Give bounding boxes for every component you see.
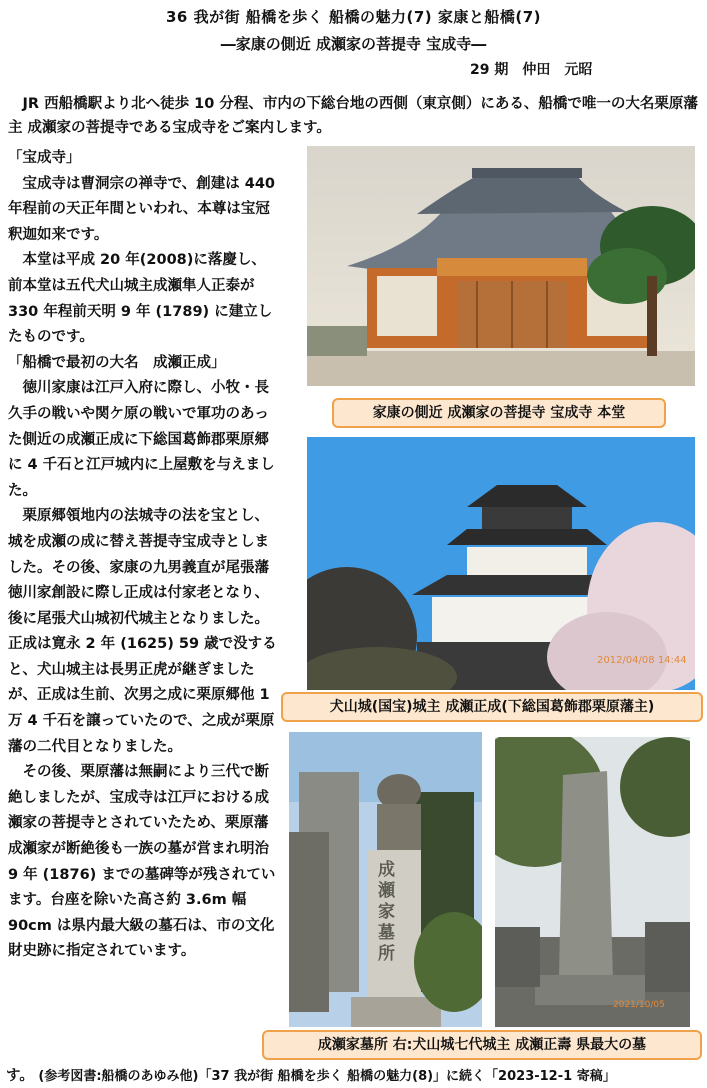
body-paragraph: 宝成寺は曹洞宗の禅寺で、創建は 440 年程前の天正年間といわれ、本尊は宝冠釈迦如来です。 — [8, 175, 276, 243]
body-last-chars: す。 — [6, 1068, 34, 1084]
body-paragraph: 栗原郷領地内の法城寺の法を宝とし、城を成瀬の成に替え菩提寺宝成寺としました。その後、家康の九男義直が尾張藩徳川家創設に際し正成は付家老となり、後に尾張犬山城初代城主となりました。正成は寛永 2 年 (1625) 59 歳で没すると、犬山城主は長男正虎が継ぎましたが、正成は生前、次男之成に栗原郷他 1 万 4 千石を譲っていたので、之成が栗原藩の二代目となりました。 — [8, 508, 277, 755]
castle-photo — [307, 437, 695, 690]
section-heading-naruse: 「船橋で最初の大名 成瀬正成」 — [8, 354, 226, 371]
grave-photo-timestamp: 2021/10/05 — [613, 1000, 665, 1010]
footer-reference: (参考図書:船橋のあゆみ他)「37 我が街 船橋を歩く 船橋の魅力(8)」に続く「2023-12-1 寄稿」 — [38, 1069, 616, 1084]
caption-graves: 成瀬家墓所 右:犬山城七代城主 成瀬正壽 県最大の墓 — [262, 1030, 702, 1060]
body-paragraph: 徳川家康は江戸入府に際し、小牧・長久手の戦いや関ケ原の戦いで軍功のあった側近の成瀬正成に下総国葛飾郡栗原郷に 4 千石と江戸城内に上屋敷を与えました。 — [8, 380, 275, 499]
temple-photo — [307, 146, 695, 386]
castle-photo-timestamp: 2012/04/08 14:44 — [597, 655, 687, 666]
footer-note — [6, 1064, 706, 1085]
article-subtitle: ―家康の側近 成瀬家の菩提寺 宝成寺― — [220, 35, 487, 53]
tomb-inscription: 成瀬家墓所 — [374, 860, 394, 965]
section-heading-hoseiji: 「宝成寺」 — [8, 150, 81, 166]
body-paragraph: その後、栗原藩は無嗣により三代で断絶しましたが、宝成寺は江戸における成瀬家の菩提寺とされていたため、栗原藩成瀬家が断絶後も一族の墓が営まれ明治 9 年 (1876) までの墓碑等が残されています。台座を除いた高さ約 3.6m 幅 90cm は県内最大級の墓石は、市の文化財史跡に指定されています。 — [8, 764, 276, 960]
caption-castle: 犬山城(国宝)城主 成瀬正成(下総国葛飾郡栗原藩主) — [281, 692, 703, 722]
body-column — [8, 146, 278, 965]
caption-temple: 家康の側近 成瀬家の菩提寺 宝成寺 本堂 — [332, 398, 666, 428]
author-line: 29 期 仲田 元昭 — [470, 62, 593, 78]
article-title: 36 我が街 船橋を歩く 船橋の魅力(7) 家康と船橋(7) — [165, 8, 542, 26]
tomb-photo — [289, 732, 482, 1027]
body-paragraph: 本堂は平成 20 年(2008)に落慶し、前本堂は五代犬山城主成瀬隼人正泰が 330 年程前天明 9 年 (1789) に建立したものです。 — [8, 252, 273, 346]
gravestone-photo — [495, 737, 690, 1027]
intro-paragraph: JR 西船橋駅より北へ徒歩 10 分程、市内の下総台地の西側（東京側）にある、船橋で唯一の大名栗原藩主 成瀬家の菩提寺である宝成寺をご案内します。 — [8, 96, 698, 136]
